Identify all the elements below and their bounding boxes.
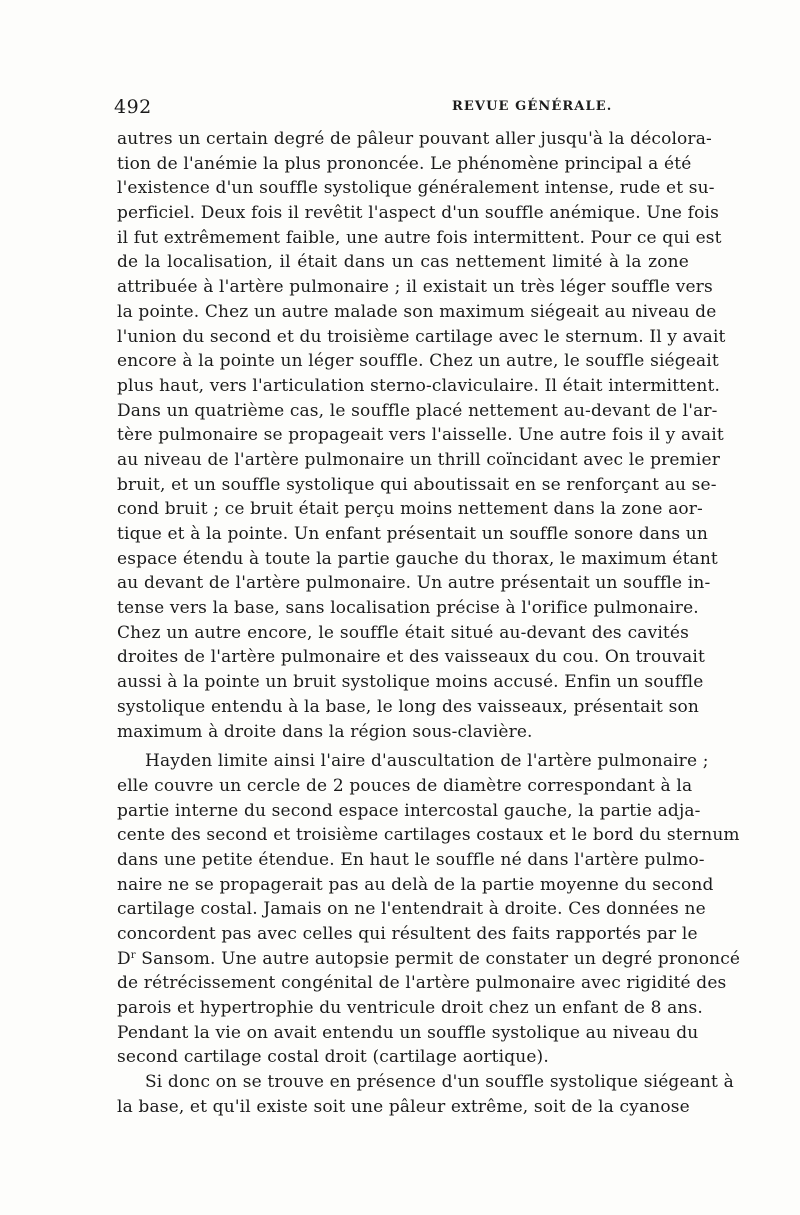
text-line: espace étendu à toute la partie gauche du thorax, le maximum étant: [117, 548, 718, 569]
text-line: cente des second et troisième cartilages costaux et le bord du sternum: [117, 825, 740, 846]
text-line: tion de l'anémie la plus prononcée. Le phénomène principal a été: [117, 153, 692, 174]
text-line: elle couvre un cercle de 2 pouces de diamètre correspondant à la: [117, 775, 693, 796]
running-title: REVUE GÉNÉRALE.: [452, 99, 613, 114]
text-line: systolique entendu à la base, le long des vaisseaux, présentait son: [117, 696, 699, 717]
text-line: perficiel. Deux fois il revêtit l'aspect d'un souffle anémique. Une fois: [117, 203, 719, 224]
paragraph-2: [117, 749, 740, 947]
text-line: second cartilage costal droit (cartilage aortique).: [117, 1047, 549, 1068]
text-line: autres un certain degré de pâleur pouvant aller jusqu'à la décolora-: [117, 129, 712, 149]
text-line: Chez un autre encore, le souffle était situé au-devant des cavités: [117, 622, 689, 643]
text-line: Si donc on se trouve en présence d'un souffle systolique siégeant à: [145, 1072, 734, 1093]
text-line: dans une petite étendue. En haut le souffle né dans l'artère pulmo-: [117, 849, 705, 870]
text-line: l'union du second et du troisième cartilage avec le sternum. Il y avait: [117, 326, 726, 347]
body-text: [117, 127, 741, 1120]
text-line: partie interne du second espace intercostal gauche, la partie adja-: [117, 800, 701, 821]
text-line: parois et hypertrophie du ventricule droit chez un enfant de 8 ans.: [117, 998, 703, 1019]
text-line: l'existence d'un souffle systolique généralement intense, rude et su-: [117, 178, 715, 199]
text-line: Pendant la vie on avait entendu un souffle systolique au niveau du: [117, 1022, 699, 1043]
text-line: concordent pas avec celles qui résultent des faits rapportés par le: [117, 924, 698, 944]
text-line: la base, et qu'il existe soit une pâleur extrême, soit de la cyanose: [117, 1096, 690, 1117]
paragraph-3: [117, 1070, 734, 1119]
text-line: tique et à la pointe. Un enfant présentait un souffle sonore dans un: [117, 524, 708, 544]
text-line: il fut extrêmement faible, une autre fois intermittent. Pour ce qui est: [117, 227, 722, 248]
text-line: cartilage costal. Jamais on ne l'entendrait à droite. Ces données ne: [117, 899, 706, 920]
text-line: cond bruit ; ce bruit était perçu moins nettement dans la zone aor-: [117, 499, 703, 520]
text-line: au niveau de l'artère pulmonaire un thrill coïncidant avec le premier: [117, 449, 720, 470]
text-line: Hayden limite ainsi l'aire d'auscultation de l'artère pulmonaire ;: [145, 751, 709, 772]
text-line: la pointe. Chez un autre malade son maximum siégeait au niveau de: [117, 301, 717, 322]
text-line-dr-sansom: $D^r$ Sansom. Une autre autopsie permit de constater un degré prononcé: [117, 948, 741, 969]
text-line: aussi à la pointe un bruit systolique moins accusé. Enfin un souffle: [117, 672, 704, 693]
paragraph-2-continued: [117, 971, 727, 1070]
text-line: droites de l'artère pulmonaire et des vaisseaux du cou. On trouvait: [117, 647, 705, 668]
text-line: naire ne se propagerait pas au delà de la partie moyenne du second: [117, 874, 714, 895]
text-line: plus haut, vers l'articulation sterno-claviculaire. Il était intermittent.: [117, 375, 721, 396]
text-line: Dans un quatrième cas, le souffle placé nettement au-devant de l'ar-: [117, 400, 718, 421]
text-line: de rétrécissement congénital de l'artère pulmonaire avec rigidité des: [117, 973, 727, 994]
running-header: [110, 96, 690, 120]
text-line: tense vers la base, sans localisation précise à l'orifice pulmonaire.: [117, 598, 699, 619]
text-line: de la localisation, il était dans un cas nettement limité à la zone: [117, 252, 689, 273]
text-line: au devant de l'artère pulmonaire. Un autre présentait un souffle in-: [117, 573, 711, 594]
text-line: maximum à droite dans la région sous-clavière.: [117, 721, 533, 742]
text-line: bruit, et un souffle systolique qui aboutissait en se renforçant au se-: [117, 474, 717, 495]
paragraph-1: [117, 127, 726, 744]
page-number: 492: [114, 96, 152, 118]
text-line: encore à la pointe un léger souffle. Chez un autre, le souffle siégeait: [117, 351, 719, 372]
text-line: tère pulmonaire se propageait vers l'aisselle. Une autre fois il y avait: [117, 425, 724, 446]
text-line: attribuée à l'artère pulmonaire ; il existait un très léger souffle vers: [117, 277, 713, 298]
